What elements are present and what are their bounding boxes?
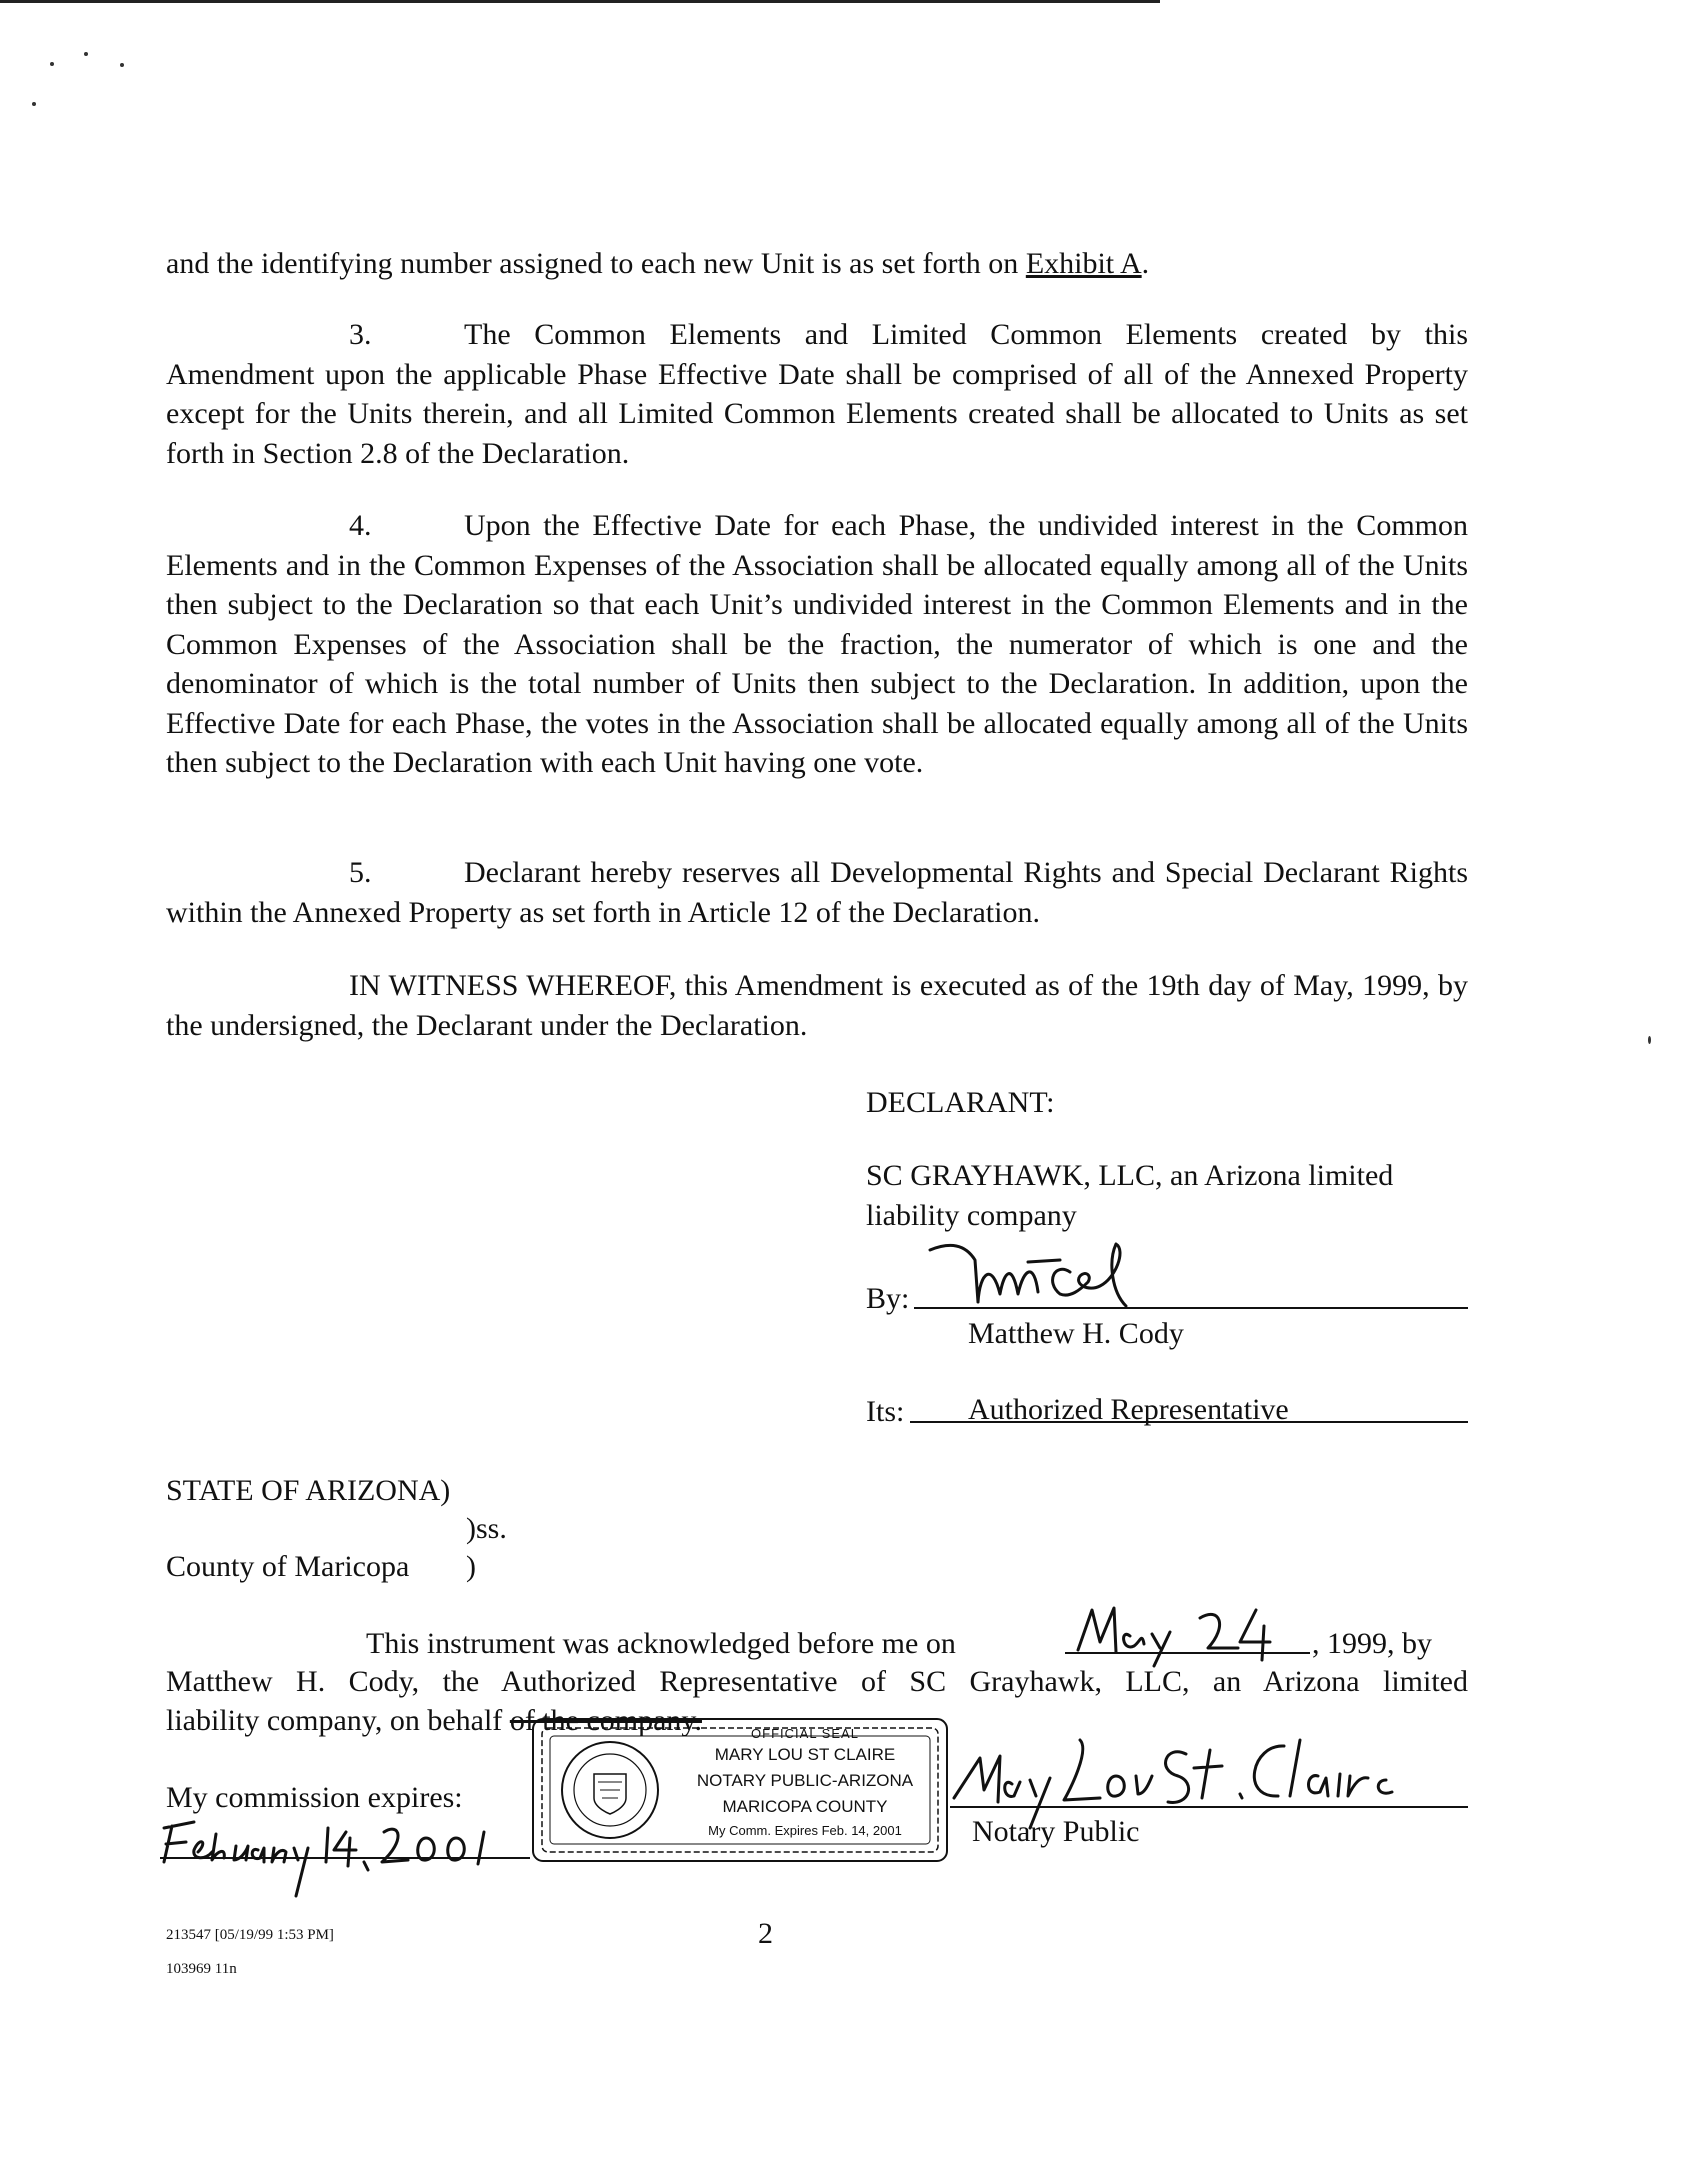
acknowledgment-year: , 1999, by: [1312, 1627, 1432, 1660]
venue-state: STATE OF ARIZONA): [166, 1474, 451, 1507]
signer-name: Matthew H. Cody: [968, 1317, 1184, 1350]
notary-title: Notary Public: [972, 1815, 1140, 1848]
commission-date-handwritten: [150, 1800, 530, 1900]
paragraph-3: 3. The Common Elements and Limited Common Elements created by this Amendment upon the applicable Phase Effective Date shall be comprised of all of the Annexed Property except for the Units therein, and all Limited Common Elements created shall be allocated to Units as set forth in Section 2.8 of the Declaration.: [166, 315, 1468, 473]
venue-ss: )ss.: [466, 1512, 507, 1545]
document-id: 213547 [05/19/99 1:53 PM]: [166, 1927, 334, 1943]
acknowledgment-line-2: Matthew H. Cody, the Authorized Representative of SC Grayhawk, LLC, an Arizona limited: [166, 1665, 1468, 1698]
paragraph-continuation: and the identifying number assigned to each new Unit is as set forth on Exhibit A.: [166, 247, 1150, 280]
by-label: By:: [866, 1282, 910, 1315]
paragraph-5: 5. Declarant hereby reserves all Developmental Rights and Special Declarant Rights within the Annexed Property as set forth in Article 12 of the Declaration.: [166, 853, 1468, 932]
scan-top-edge-line: [0, 0, 1160, 3]
acknowledgment-start: This instrument was acknowledged before me on: [366, 1627, 956, 1660]
scan-speck: [120, 63, 124, 67]
signer-title: Authorized Representative: [968, 1393, 1289, 1426]
scan-speck: [32, 102, 36, 106]
paragraph-number: 4.: [349, 509, 372, 542]
its-label: Its:: [866, 1395, 905, 1428]
document-id-2: 103969 11n: [166, 1961, 237, 1977]
acknowledgment-line-3: liability company, on behalf of the company.: [166, 1704, 702, 1737]
venue-paren: ): [466, 1550, 476, 1583]
company-name: SC GRAYHAWK, LLC, an Arizona limited: [866, 1159, 1394, 1192]
notary-seal: [530, 1716, 950, 1864]
paragraph-number: 5.: [349, 856, 372, 889]
paragraph-number: 3.: [349, 318, 372, 351]
scan-speck: [1648, 1036, 1651, 1044]
scan-speck: [84, 52, 88, 56]
witness-clause: IN WITNESS WHEREOF, this Amendment is executed as of the 19th day of May, 1999, by the undersigned, the Declarant under the Declaration.: [166, 969, 1468, 1042]
page-number: 2: [758, 1917, 773, 1950]
seal-text: OFFICIAL SEAL MARY LOU ST CLAIRE NOTARY PUBLIC-ARIZONA MARICOPA COUNTY My Comm. Expires Feb. 14, 2001: [696, 1726, 914, 1838]
struck-text: of the company.: [509, 1704, 702, 1737]
exhibit-a-reference: Exhibit A: [1025, 247, 1142, 280]
acknowledgment-date-handwritten: [1070, 1596, 1310, 1666]
company-type: liability company: [866, 1199, 1077, 1232]
commission-label: My commission expires:: [166, 1781, 463, 1814]
paragraph-4: 4. Upon the Effective Date for each Phase, the undivided interest in the Common Elements and in the Common Expenses of the Association shall be allocated equally among all of the Units then subject to the Declaration so that each Unit’s undivided interest in the Common Elements and in the Common Expenses of the Association shall be the fraction, the numerator of which is one and the denominator of which is the total number of Units then subject to the Declaration. In addition, upon the Effective Date for each Phase, the votes in the Association shall be allocated equally among all of the Units then subject to the Declaration with each Unit having one vote.: [166, 506, 1468, 783]
declarant-signature: [920, 1232, 1180, 1322]
scan-speck: [50, 62, 54, 66]
declarant-label: DECLARANT:: [866, 1086, 1055, 1119]
venue-county: County of Maricopa: [166, 1550, 410, 1583]
